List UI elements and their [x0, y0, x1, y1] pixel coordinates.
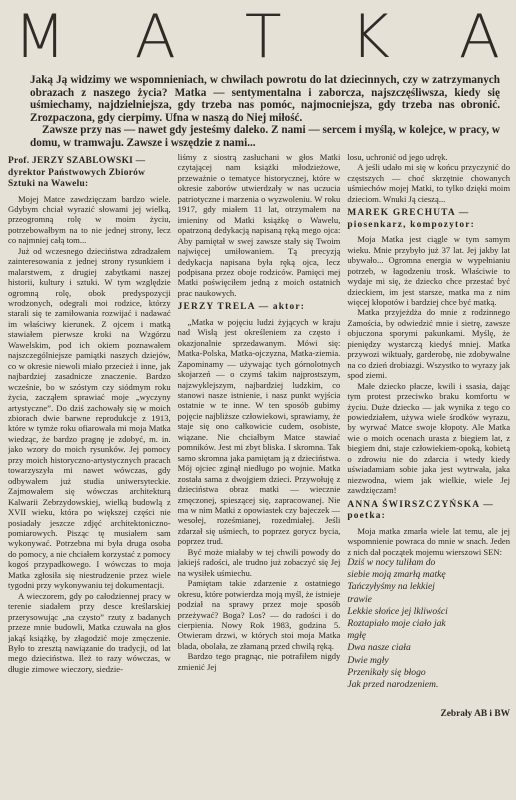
body-paragraph: Matka przyjeżdża do mnie z rodzinnego Zamościa, by odwiedzić mnie i sietrę, zawsze objuczona sporymi pakunkami. Myślę, że pieniędzy wystarczą kiedyś mniej. Matka przywozi wiktuały, garderobę, nie zdobywalne na co dzień drobiazgi. Wszystko to wyrazy jak spod ziemi. [347, 307, 511, 381]
author-heading: ANNA ŚWIRSZCZYŃSKA — poetka: [347, 499, 494, 522]
body-paragraph: Moja Matka jest ciągle w tym samym wieku. Mnie przybyło już 37 lat. Jej jakby lat ubywało... Ogromna energia w wypełnianiu potrzeb, w łagodzeniu trosk. Właściwie to wydaje mi się, że dziecko chce przestać być dzieckiem, im jest starsze, matka ma z nim więcej kłopotów i bardziej chce być matką. [347, 234, 511, 307]
masthead-letter: M [14, 2, 68, 72]
masthead-letter: A [134, 2, 178, 72]
body-paragraph: Pamiętam takie zdarzenie z ostatniego okresu, które potwierdza moją myśl, że istnieje podział na sprawy przez moje sposób przeżywać? Boga? Los? — do radości i do cierpienia. Nowy Rok 1983, godzina 5. Otwieram drzwi, w których stoi moja Matka blada, obolała, ze złamaną przed chwilą ręką. [177, 578, 341, 651]
poem-line: Tańczyłyśmy na lekkiej [347, 581, 435, 593]
author-heading: Prof. JERZY SZABLOWSKI — dyrektor Państwowych Zbiorów Sztuki na Wawelu: [8, 156, 146, 189]
body-paragraph: Bardzo tego pragnąc, nie potrafiłem nigdy zmienić Jej [177, 651, 341, 672]
body-paragraph: Małe dziecko płacze, kwili i ssasia, dając tym protest przeciwko braku komfortu w życiu. Duże dziecko — jak wynika z tego co powiedziałem, używa wiele środków wyrazu, by wyrwać Matce swoje kłopoty. Ale Matka wie o moich ocenach urasta z biegiem lat, z biegiem dni, staje człowiekiem-opoką, kobietą o zdrowiu nie do zdarcia i wtedy kiedy uświadamiam sobie jaka jest wytrwała, jaka niezwodna, wiem jak wielkie, wiele Jej zawdzięczam! [347, 380, 511, 496]
poem-line: Przenikały się błogo [347, 666, 426, 678]
poem-line: Dziś w nocy tuliłam do [347, 556, 436, 568]
lead-text-2: Zawsze przy nas — nawet gdy jesteśmy daleko. Z nami — sercem i myślą, w kolejce, w pracy, w domu, w tramwaju. Zawsze i wszędzie z nami... [30, 124, 500, 149]
poem-line: Dwie mgły [347, 654, 389, 666]
body-paragraph: A jeśli udało mi się w końcu przyczynić do częstszych — choć skrzętnie chowanych uśmiechów mojej Matki, to tylko dzięki moim dzieciom. Wnuki Ją cieszą... [347, 162, 511, 204]
body-paragraph: Już od wczesnego dzieciństwa zdradzałem zainteresowania z jednej strony rysunkiem i malarstwem, z drugiej zabytkami naszej historii, kultury i sztuki. W tym względzie ogromną rolę, obok predyspozycji wrodzonych, odegrali moi rodzice, którzy starali się te zamiłowania rozwijać i nadawać im właściwy kierunek. Z ojcem i matką stawiałem pierwsze kroki na Wzgórzu Wawelskim, pod ich okiem poznawałem najszczególniejsze pamiątki naszych dziejów, co w okresie niewoli miało przecież i inne, jak najbardziej zasadnicze znaczenie. Bardzo wcześnie, bo w szóstym czy siódmym roku życia, zacząłem sprawiać moje „wyczyny artystyczne”. Do dziś zachowały się w moich zbiorach dwie barwne reprodukcje z 1913, które w tymże roku ofiarowała mi moja Matka wiedząc, że bardzo pragnę je zdobyć, m. in. jako wzory do moich rysunków. Jej pomocy przy moich historyczno-artystycznych pracach towarzyszyła mi nawet wówczas, gdy odbywałem już studia uniwersyteckie. Zajmowałem się wówczas architekturą Kalwarii Zebrzydowskiej, wielką budowlą z XVII wieku, która po większej części nie posiadały jeszcze zdjęć architektoniczno-pomiarowych. Pisząc tę musiałem sam wykonywać. Potrzebna mi była druga osoba do pomocy, a nie chciałem korzystać z pomocy kogoś przypadkowego. I wówczas to moja Matka zgłosiła się niestrudzenie przez wiele tygodni przy wykonywaniu tej dokumentacji. [8, 245, 171, 591]
lead-text-1: Jaką Ją widzimy we wspomnieniach, w chwilach powrotu do lat dziecinnych, czy w zatrzymanych obrazach z naszego życia? Matka — sentymentalna i zaborcza, najszczęśliwsza, kiedy się uśmiechamy, najdzielniejsza, gdy trzeba nas pomóc, najmocniejsza, gdy trzeba nas obronić. Zrozpaczona, gdy cierpimy. Ufna w naszą do Niej miłość. [30, 74, 500, 124]
column-2 [178, 152, 341, 792]
masthead-letter: K [350, 2, 392, 72]
poem-line: Lekkie słońce jej lkliwości [347, 605, 448, 617]
signature: Zebrały AB i BW [440, 709, 511, 720]
masthead-letter: A [458, 2, 502, 72]
body-paragraph: losu, uchronić od jego udręk. [347, 152, 448, 162]
poem-line: Dwa nasze ciała [347, 642, 411, 654]
column-3 [347, 152, 510, 792]
poem-line: trawie [347, 593, 372, 605]
author-heading: JERZY TRELA — aktor: [177, 302, 306, 313]
poem-line: Roztapiało moje ciało jak [347, 617, 446, 629]
poem-line: mgłę [347, 630, 366, 642]
body-paragraph: liśmy z siostrą zasłuchani w głos Matki czytającej nam książki młodzieżowe, przeważnie o tematyce historycznej, które w okresie zaborów utwierdzały w nas uczucia patriotyczne i marzenia o wyzwoleniu. W roku 1917, gdy miałem 11 lat, otrzymałem na imieniny od Matki książkę o Wawelu, opatrzoną dedykacją napisaną ręką mego ojca: Aby pamiętał w swej zawsze stały się Twoim najwięcej umiłowaniem. Tą precyzją dedykacja napisana była ręką ojca, lecz podpisana przez oboje rodziców. Pamięci mej Matki poświęciłem jedną z moich ostatnich prac naukowych. [177, 152, 341, 298]
body-paragraph: Moja matka zmarła wiele lat temu, ale jej wspomnienie powraca do mnie w snach. Jeden z nich dał początek mojemu wierszowi SEN: [347, 525, 511, 557]
author-heading: MAREK GRECHUTA — piosenkarz, kompozytor: [347, 208, 475, 230]
body-paragraph: Mojej Matce zawdzięczam bardzo wiele. Gdybym chciał wyrazić słowami jej wielką, przeogromną rolę w moim życiu, potrzebowałbym na to nie jednej strony, lecz co najmniej całą tom... [8, 193, 171, 246]
poem-line: Jak przed narodzeniem. [347, 678, 439, 690]
column-1 [8, 152, 171, 792]
body-paragraph: Być może miałaby w tej chwili powody do jakiejś radości, ale trudno już zobaczyć się Jej na wysiłek uśmiechu. [177, 546, 341, 578]
article-columns [8, 152, 510, 792]
poem-line: siebie moją zmarłą matkę [347, 569, 446, 581]
lead-paragraph [30, 74, 500, 150]
masthead-title [14, 2, 502, 72]
poem [347, 557, 510, 691]
masthead-letter: T [244, 2, 284, 72]
body-paragraph: A wieczorem, gdy po całodziennej pracy w terenie siadałem przy desce kreślarskiej przerysowując „na czysto” rzuty z badanych przeze mnie budowli, Matka czuwała na głos jakąś książkę, by złagodzić moje zmęczenie. Było to zresztą nawiązanie do tradycji, od lat mego dzieciństwa. Ileż to razy wówczas, w długie zimowe wieczory, siedzie- [8, 590, 171, 674]
body-paragraph: „Matka w pojęciu ludzi żyjących w kraju nad Wisłą jest określeniem za często i okazjonalnie sprzedawanym. Mówi się: Matka-Polska, Matka-ojczyzna, Matka-ziemia. Zapominamy — używając tych górnolotnych skojarzeń — o czymś takim najprostszym, najzwyklejszym, najbardziej ludzkim, co stanowi nasze istnienie, i nasz punkt wyjścia ostatnie w te inne. W ten sposób gubimy pojęcie najbliższe człowiekowi, sprawiamy, że staje się ono całkowicie cudem, osobiste, wiązane. Nie chciałbym Matce stawiać pomników. Jest mi zbyt bliska. I skromna. Tak samo skromna jaka pamiętam ją z dzieciństwa. Mój ojciec zginął niedługo po wojnie. Matka została sama z dwojgiem dzieci. Przywołuję z dzieciństwa obraz matki — wiecznie zmęczonej, spieszącej się, zapracowanej. Nie ma w nim Matki z opowiastek czy bajeczek — wesołej, roześmianej, rozedmiałej. Jeśli zdarzał się uśmiech, to poprzez gorycz bycia, poprzez trud. [177, 316, 341, 547]
